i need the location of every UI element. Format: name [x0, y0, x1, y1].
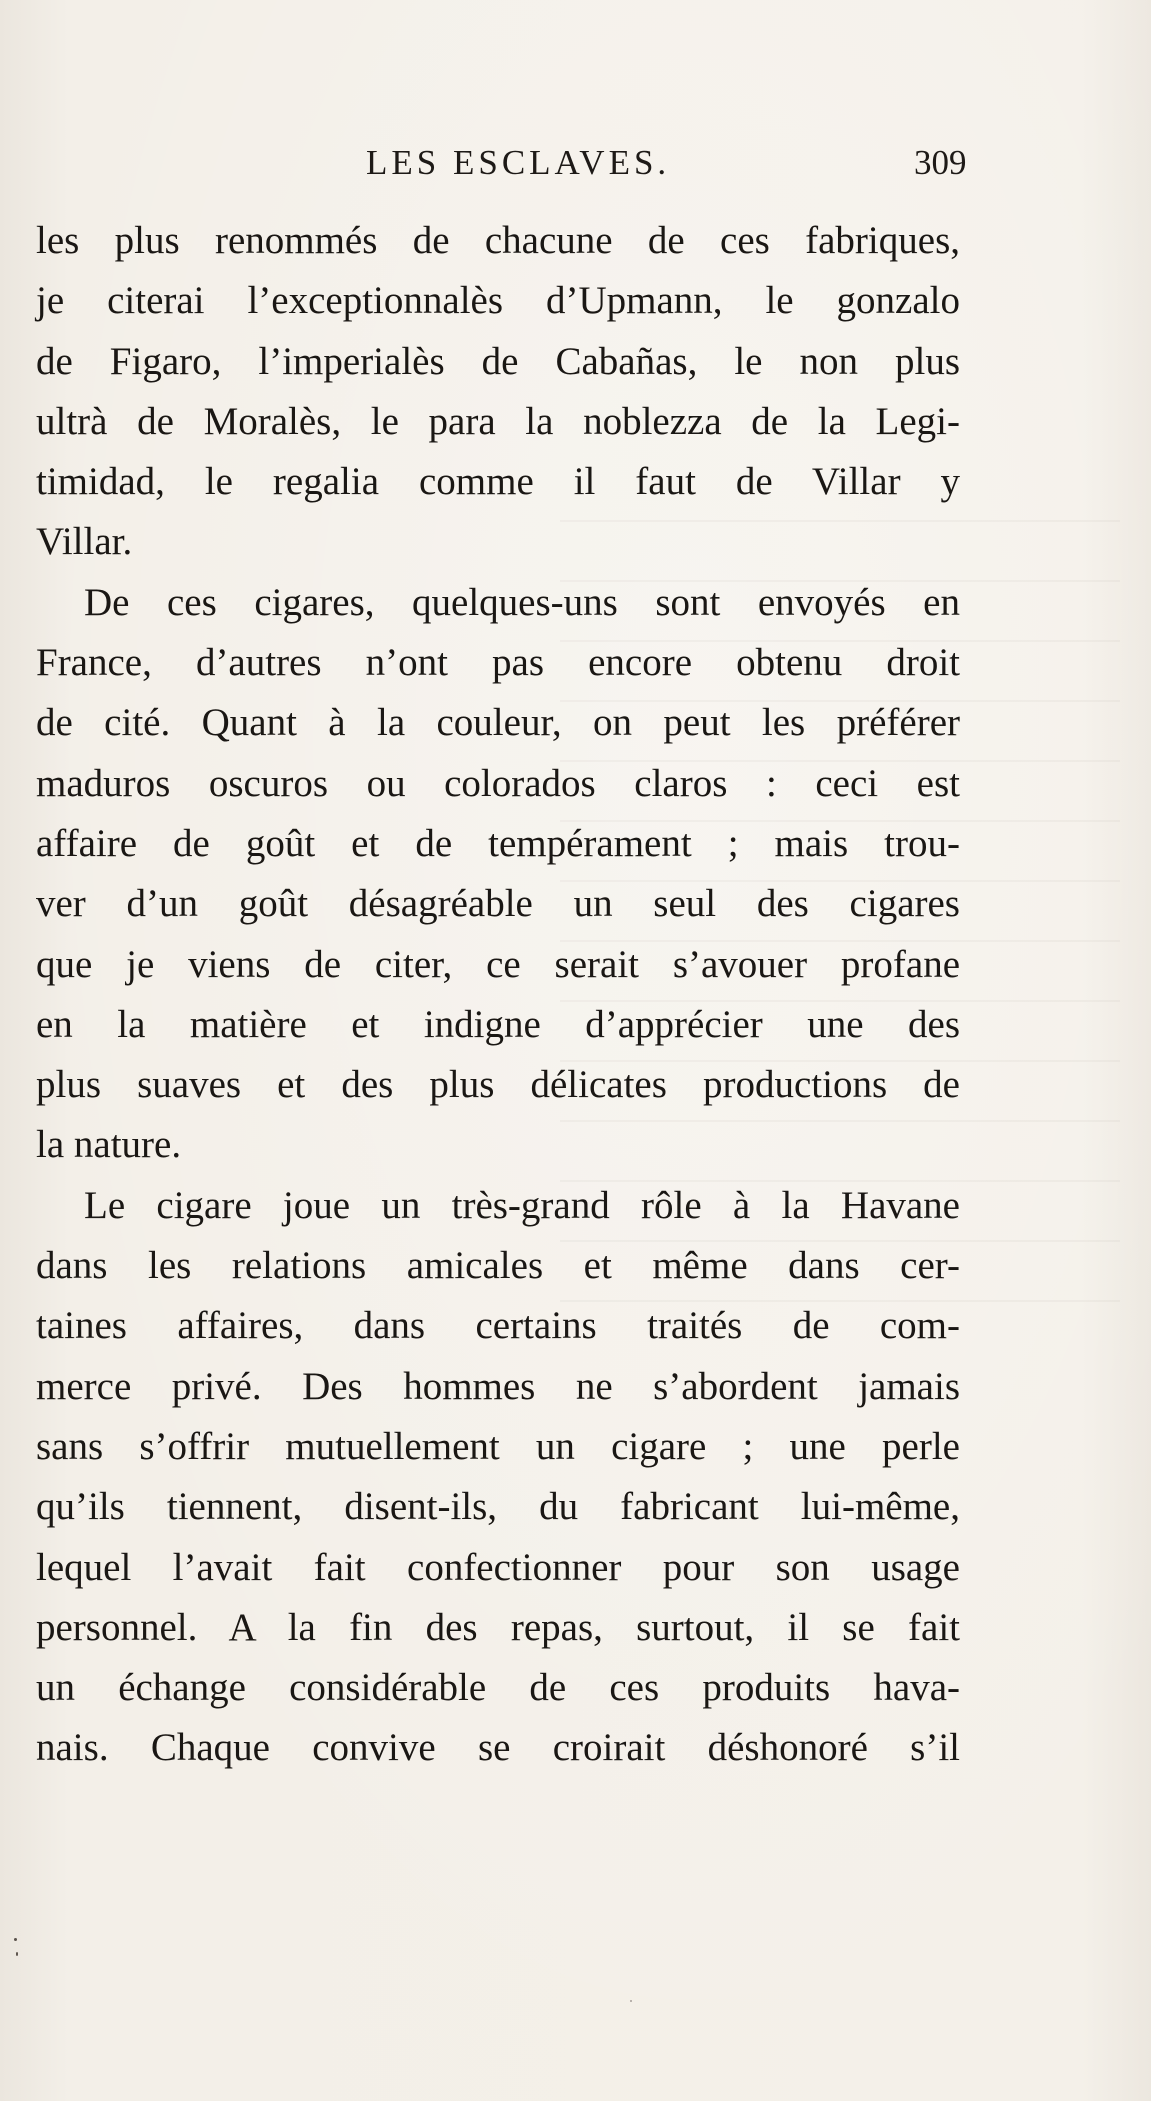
paper-speck [16, 1952, 18, 1956]
text-line: personnel. A la fin des repas, surtout, il se fait [36, 1605, 960, 1649]
running-title: LES ESCLAVES. [366, 143, 671, 182]
text-line: sans s’offrir mutuellement un cigare ; une perle [36, 1424, 960, 1468]
body-text [36, 211, 960, 1779]
text-line: timidad, le regalia comme il faut de Villar y [36, 460, 960, 504]
text-line: plus suaves et des plus délicates productions de [36, 1063, 960, 1107]
paper-speck [630, 2000, 632, 2002]
text-line: nais. Chaque convive se croirait déshonoré s’il [36, 1726, 960, 1770]
page-number: 309 [914, 143, 967, 182]
paper-speck [14, 1938, 17, 1941]
text-line: dans les relations amicales et même dans cer- [36, 1244, 960, 1288]
text-line: les plus renommés de chacune de ces fabriques, [36, 219, 960, 262]
text-line: France, d’autres n’ont pas encore obtenu droit [36, 641, 960, 685]
text-line: qu’ils tiennent, disent-ils, du fabricant lui-même, [36, 1485, 960, 1529]
text-line: Villar. [36, 520, 133, 564]
text-line: affaire de goût et de tempérament ; mais trou- [36, 821, 960, 865]
text-line: ultrà de Moralès, le para la noblezza de la Legi- [36, 399, 960, 443]
text-line: lequel l’avait fait confectionner pour son usage [36, 1545, 960, 1589]
text-line: ver d’un goût désagréable un seul des cigares [36, 882, 960, 926]
paragraph [36, 573, 960, 1176]
paragraph [36, 1176, 960, 1779]
text-line: de cité. Quant à la couleur, on peut les préférer [36, 701, 960, 745]
text-line: merce privé. Des hommes ne s’abordent jamais [36, 1364, 960, 1408]
text-line: De ces cigares, quelques-uns sont envoyés en [84, 580, 960, 624]
text-line: la nature. [36, 1123, 182, 1167]
text-line: je citerai l’exceptionnalès d’Upmann, le gonzalo [36, 279, 960, 323]
running-head [0, 138, 1151, 188]
text-line: Le cigare joue un très-grand rôle à la Havane [84, 1183, 960, 1227]
text-line: que je viens de citer, ce serait s’avouer profane [36, 942, 960, 986]
text-line: taines affaires, dans certains traités de com- [36, 1304, 960, 1348]
text-line: un échange considérable de ces produits hava- [36, 1666, 960, 1710]
text-line: de Figaro, l’imperialès de Cabañas, le non plus [36, 339, 960, 383]
paragraph [36, 211, 960, 573]
text-line: maduros oscuros ou colorados claros : ceci est [36, 761, 960, 805]
text-line: en la matière et indigne d’apprécier une des [36, 1002, 960, 1046]
